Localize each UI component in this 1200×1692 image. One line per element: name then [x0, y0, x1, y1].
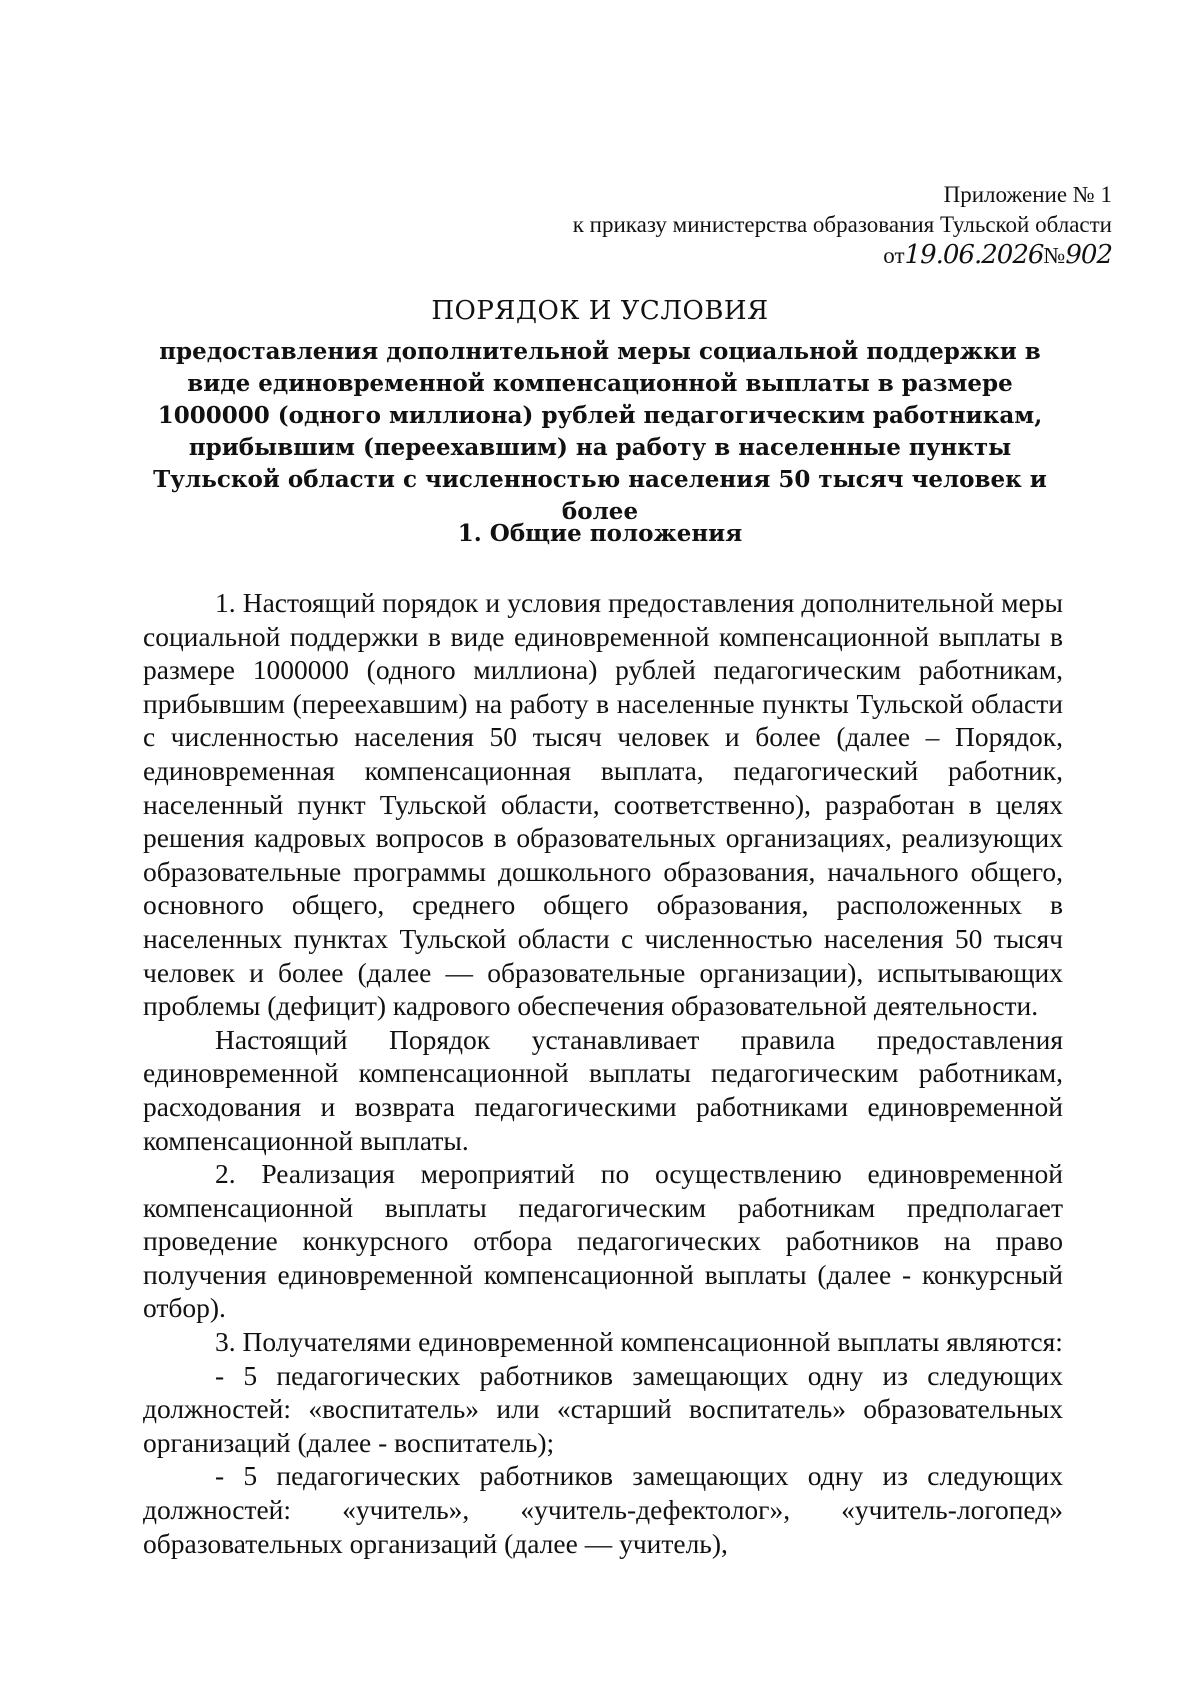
appendix-order-reference: к приказу министерства образования Тульской области — [572, 212, 1112, 237]
handwritten-number: 902 — [1065, 240, 1112, 270]
document-title-block — [130, 296, 1070, 528]
paragraph-3: 3. Получателями единовременной компенсационной выплаты являются: — [215, 1326, 1063, 1358]
section-heading: 1. Общие положения — [457, 520, 743, 547]
appendix-number: Приложение № 1 — [943, 182, 1112, 207]
date-prefix: от — [883, 243, 905, 268]
appendix-header — [573, 180, 1112, 271]
paragraph-1-continued: Настоящий Порядок устанавливает правила предоставления единовременной компенсационной выплаты педагогическим работникам, расходования и возврата педагогическими работниками единовременной компенсационной выплаты. — [143, 1023, 1063, 1156]
number-prefix: № — [1043, 243, 1066, 268]
document-body — [143, 586, 1063, 1560]
order-date-number-line — [573, 240, 1112, 271]
list-item-educators: - 5 педагогических работников замещающих одну из следующих должностей: «воспитатель» или «старший воспитатель» образовательных организаций (далее - воспитатель); — [143, 1359, 1063, 1458]
document-title: ПОРЯДОК И УСЛОВИЯ — [431, 296, 769, 326]
document-subtitle: предоставления дополнительной меры социальной поддержки в виде единовременной компенсационной выплаты в размере 1000000 (одного миллиона) рублей педагогическим работникам, прибывшим (переехавшим) на работу в населенные пункты Тульской области с численностью населения 50 тысяч человек и более — [153, 338, 1047, 525]
paragraph-2: 2. Реализация мероприятий по осуществлению единовременной компенсационной выплаты педагогическим работникам предполагает проведение конкурсного отбора педагогических работников на право получения единовременной компенсационной выплаты (далее - конкурсный отбор). — [143, 1158, 1063, 1324]
list-item-teachers: - 5 педагогических работников замещающих одну из следующих должностей: «учитель», «учитель-дефектолог», «учитель-логопед» образовательных организаций (далее — учитель), — [143, 1460, 1063, 1559]
paragraph-1: 1. Настоящий порядок и условия предоставления дополнительной меры социальной поддержки в виде единовременной компенсационной выплаты в размере 1000000 (одного миллиона) рублей педагогическим работникам, прибывшим (переехавшим) на работу в населенные пункты Тульской области с численностью населения 50 тысяч человек и более (далее – Порядок, единовременная компенсационная выплата, педагогический работник, населенный пункт Тульской области, соответственно), разработан в целях решения кадровых вопросов в образовательных организациях, реализующих образовательные программы дошкольного образования, начального общего, основного общего, среднего общего образования, расположенных в населенных пунктах Тульской области с численностью населения 50 тысяч человек и более (далее — образовательные организации), испытывающих проблемы (дефицит) кадрового обеспечения образовательной деятельности. — [143, 587, 1063, 1022]
handwritten-date: 19.06.2026 — [904, 240, 1044, 270]
